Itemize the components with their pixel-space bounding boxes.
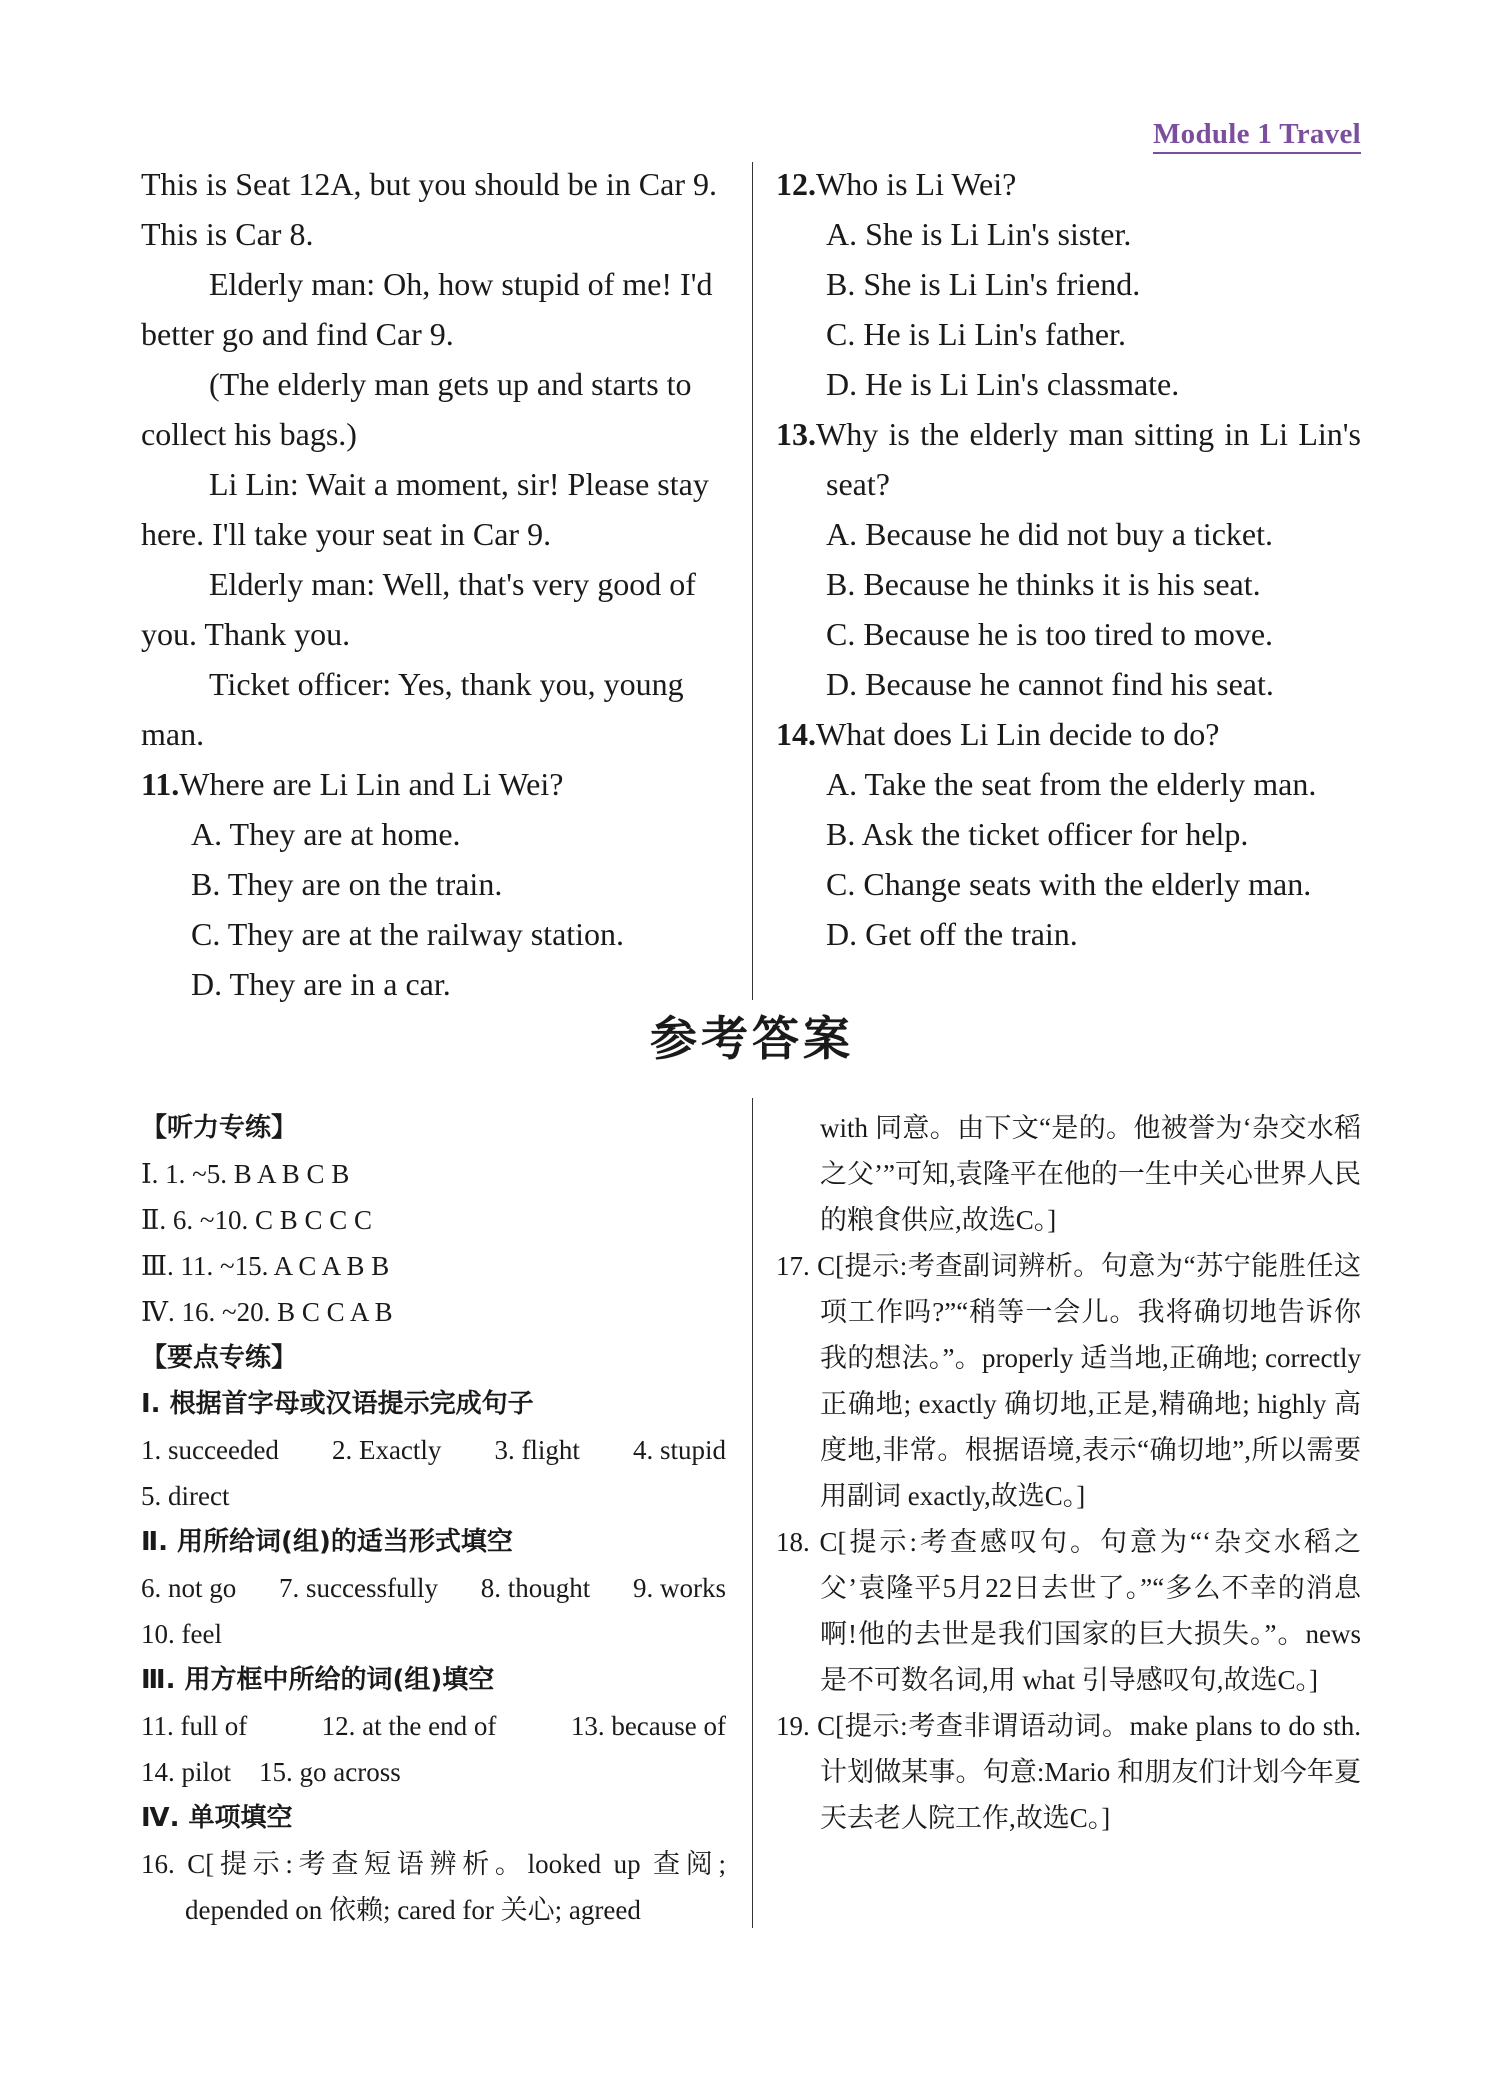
module-header: Module 1 Travel xyxy=(1153,118,1361,154)
explanation-16-continued: with 同意。由下文“是的。他被誉为‘杂交水稻之父’”可知,袁隆平在他的一生中关心世界人民的粮食供应,故选C。] xyxy=(820,1113,1361,1235)
question-text: Where are Li Lin and Li Wei? xyxy=(179,766,564,802)
answer-item: 7. successfully xyxy=(279,1573,438,1603)
answer-item: 10. feel xyxy=(141,1619,222,1649)
dialogue-line: Ticket officer: Yes, thank you, young man. xyxy=(141,666,684,752)
subsection-heading: Ⅰ. 根据首字母或汉语提示完成句子 xyxy=(141,1389,534,1419)
answer-item: 9. works xyxy=(633,1573,726,1603)
option: D. They are in a car. xyxy=(191,966,451,1002)
answer-item: 11. full of xyxy=(141,1711,248,1741)
question-number: 11. xyxy=(141,766,180,802)
answer-item: 13. because of xyxy=(570,1711,726,1741)
explanation-17: 17. C[提示:考查副词辨析。句意为“苏宁能胜任这项工作吗?”“稍等一会儿。我将确切地告诉你我的想法。”。properly 适当地,正确地; correctly 正确地; exactly 确切地,正是,精确地; highly 高度地,非常。根据语境,表示“确切地”,所以需要用副词 exactly,故选C。] xyxy=(776,1251,1361,1511)
question-number: 14. xyxy=(776,716,816,752)
option: D. He is Li Lin's classmate. xyxy=(826,366,1180,402)
question-text: What does Li Lin decide to do? xyxy=(816,716,1220,752)
answers-right-column xyxy=(776,1105,1361,1841)
answer-row xyxy=(141,1565,726,1611)
answer-item: 2. Exactly xyxy=(331,1435,442,1465)
option: D. Because he cannot find his seat. xyxy=(826,666,1274,702)
answer-item: 6. not go xyxy=(141,1573,237,1603)
section-heading: 【听力专练】 xyxy=(141,1113,298,1143)
dialogue-line: Elderly man: Well, that's very good of you. Thank you. xyxy=(141,566,696,652)
answer-line: Ⅰ. 1. ~5. B A B C B xyxy=(141,1159,350,1189)
subsection-heading: Ⅲ. 用方框中所给的词(组)填空 xyxy=(141,1665,495,1695)
answer-line: Ⅳ. 16. ~20. B C C A B xyxy=(141,1297,393,1327)
answer-item: 14. pilot xyxy=(141,1757,232,1787)
answer-row xyxy=(141,1427,726,1473)
subsection-heading: Ⅳ. 单项填空 xyxy=(141,1803,293,1833)
option: A. Take the seat from the elderly man. xyxy=(826,766,1317,802)
question-text: Who is Li Wei? xyxy=(816,166,1017,202)
option: C. Because he is too tired to move. xyxy=(826,616,1274,652)
question-11 xyxy=(141,759,728,809)
subsection-heading: Ⅱ. 用所给词(组)的适当形式填空 xyxy=(141,1527,513,1557)
answer-item: 3. flight xyxy=(494,1435,580,1465)
option: A. They are at home. xyxy=(191,816,461,852)
answer-line: Ⅱ. 6. ~10. C B C C C xyxy=(141,1205,373,1235)
dialogue-column xyxy=(141,159,728,1009)
option: C. He is Li Lin's father. xyxy=(826,316,1126,352)
explanation-16: 16. C[提示:考查短语辨析。looked up 查阅; depended on 依赖; cared for 关心; agreed xyxy=(141,1849,726,1925)
option: B. They are on the train. xyxy=(191,866,503,902)
answer-item: 5. direct xyxy=(141,1481,230,1511)
option: B. She is Li Lin's friend. xyxy=(826,266,1141,302)
dialogue-line: (The elderly man gets up and starts to collect his bags.) xyxy=(141,366,692,452)
question-text: Why is the elderly man sitting in Li Lin's seat? xyxy=(816,416,1361,502)
questions-column xyxy=(776,159,1361,959)
option: B. Because he thinks it is his seat. xyxy=(826,566,1261,602)
section-heading: 【要点专练】 xyxy=(141,1343,298,1373)
option: A. Because he did not buy a ticket. xyxy=(826,516,1273,552)
column-divider xyxy=(752,162,753,1000)
question-14 xyxy=(776,709,1361,759)
answer-item: 12. at the end of xyxy=(321,1711,497,1741)
explanation-18: 18. C[提示:考查感叹句。句意为“‘杂交水稻之父’袁隆平5月22日去世了。”“多么不幸的消息啊!他的去世是我们国家的巨大损失。”。news 是不可数名词,用 what 引导感叹句,故选C。] xyxy=(776,1527,1361,1695)
dialogue-line: This is Seat 12A, but you should be in Car 9. This is Car 8. xyxy=(141,166,717,252)
answers-title: 参考答案 xyxy=(650,1012,854,1067)
answer-row xyxy=(141,1749,726,1795)
option: D. Get off the train. xyxy=(826,916,1078,952)
question-12 xyxy=(776,159,1361,209)
answer-item: 4. stupid xyxy=(632,1435,726,1465)
answer-item: 8. thought xyxy=(480,1573,591,1603)
question-number: 12. xyxy=(776,166,816,202)
column-divider xyxy=(752,1098,753,1928)
question-number: 13. xyxy=(776,416,816,452)
dialogue-line: Li Lin: Wait a moment, sir! Please stay here. I'll take your seat in Car 9. xyxy=(141,466,709,552)
option: C. They are at the railway station. xyxy=(191,916,625,952)
answer-item: 15. go across xyxy=(259,1757,401,1787)
answer-item: 1. succeeded xyxy=(141,1435,279,1465)
dialogue-line: Elderly man: Oh, how stupid of me! I'd better go and find Car 9. xyxy=(141,266,713,352)
option: B. Ask the ticket officer for help. xyxy=(826,816,1249,852)
answer-line: Ⅲ. 11. ~15. A C A B B xyxy=(141,1251,390,1281)
explanation-19: 19. C[提示:考查非谓语动词。make plans to do sth. 计划做某事。句意:Mario 和朋友们计划今年夏天去老人院工作,故选C。] xyxy=(776,1711,1361,1833)
answers-left-column xyxy=(141,1105,726,1933)
question-13 xyxy=(776,409,1361,509)
answer-row xyxy=(141,1703,726,1749)
option: A. She is Li Lin's sister. xyxy=(826,216,1132,252)
option: C. Change seats with the elderly man. xyxy=(826,866,1312,902)
